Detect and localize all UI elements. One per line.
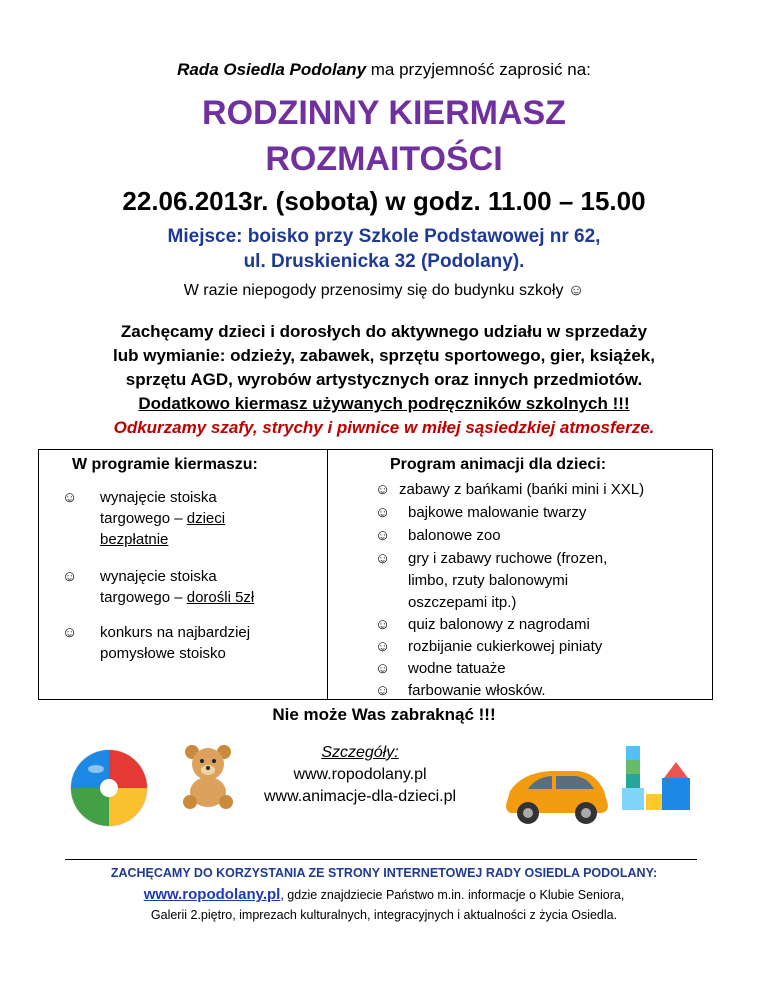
animation-item-text: quiz balonowy z nagrodami — [408, 616, 590, 633]
footer-text: , gdzie znajdziecie Państwo m.in. informacje o Klubie Seniora, — [280, 888, 625, 902]
footer-heading: ZACHĘCAMY DO KORZYSTANIA ZE STRONY INTERNETOWEJ RADY OSIEDLA PODOLANY: — [110, 866, 658, 880]
animation-item-text: wodne tatuaże — [408, 660, 506, 677]
organizer-name: Rada Osiedla Podolany — [177, 60, 367, 79]
animation-item-text: oszczepami itp.) — [408, 594, 517, 611]
footer-line — [0, 886, 768, 903]
textbooks-line: Dodatkowo kiermasz używanych podręczników szkolnych !!! — [138, 394, 630, 413]
animation-item-text: bajkowe malowanie twarzy — [408, 504, 587, 521]
animations-heading: Program animacji dla dzieci: — [390, 456, 607, 473]
invite-text: ma przyjemność zaprosić na: — [366, 60, 591, 79]
animation-item-text: gry i zabawy ruchowe (frozen, — [408, 550, 608, 567]
details-label: Szczegóły: — [321, 744, 399, 761]
event-date: 22.06.2013r. (sobota) w godz. 11.00 – 15.00 — [122, 186, 646, 216]
smiley-icon: ☺ — [62, 568, 78, 585]
program-item-text: konkurs na najbardziej pomysłowe stoisko — [100, 624, 251, 662]
footer-divider — [65, 859, 697, 860]
smiley-icon: ☺ — [375, 504, 391, 521]
footer-website-link[interactable]: www.ropodolany.pl — [143, 886, 281, 903]
event-place-line2: ul. Druskienicka 32 (Podolany). — [243, 251, 525, 272]
animation-item-text: balonowe zoo — [408, 527, 501, 544]
animation-item-text: zabawy z bańkami (bańki mini i XXL) — [399, 481, 645, 498]
program-item-text: wynajęcie stoiska targowego – dzieci bezpłatnie — [100, 489, 226, 548]
details-block — [240, 742, 480, 808]
website-link[interactable]: www.ropodolany.pl — [293, 766, 427, 783]
toy-blocks-icon — [618, 742, 698, 814]
smiley-icon: ☺ — [375, 481, 391, 498]
beach-ball-icon — [68, 747, 150, 829]
smiley-icon: ☺ — [375, 550, 391, 567]
animations-website-link[interactable]: www.animacje-dla-dzieci.pl — [263, 788, 457, 805]
intro-line: lub wymianie: odzieży, zabawek, sprzętu sportowego, gier, książek, — [113, 346, 655, 365]
invitation-line — [0, 60, 768, 80]
closing-line: Nie może Was zabraknąć !!! — [272, 705, 496, 724]
intro-line: Zachęcamy dzieci i dorosłych do aktywnego udziału w sprzedaży — [120, 322, 648, 341]
animation-item-text: limbo, rzuty balonowymi — [408, 572, 569, 589]
intro-paragraph — [0, 320, 768, 440]
toy-car-icon — [500, 765, 612, 827]
event-title-line1: RODZINNY KIERMASZ — [202, 94, 566, 132]
footer-line: Galerii 2.piętro, imprezach kulturalnych, integracyjnych i aktualności z życia Osiedla. — [150, 908, 618, 922]
smiley-icon: ☺ — [62, 489, 78, 506]
event-title-line2: ROZMAITOŚCI — [265, 140, 503, 178]
smiley-icon: ☺ — [62, 624, 78, 641]
animation-item-text: farbowanie włosków. — [408, 682, 546, 699]
atmosphere-line: Odkurzamy szafy, strychy i piwnice w miłej sąsiedzkiej atmosferze. — [113, 418, 655, 437]
program-divider — [327, 449, 328, 699]
program-heading: W programie kiermaszu: — [72, 456, 258, 473]
smiley-icon: ☺ — [375, 682, 391, 699]
program-item-text: wynajęcie stoiska targowego – dorośli 5zł — [100, 568, 255, 606]
event-place-line1: Miejsce: boisko przy Szkole Podstawowej nr 62, — [167, 226, 601, 247]
smiley-icon: ☺ — [375, 638, 391, 655]
animation-item-text: rozbijanie cukierkowej piniaty — [408, 638, 603, 655]
smiley-icon: ☺ — [375, 660, 391, 677]
smiley-icon: ☺ — [375, 616, 391, 633]
rain-note: W razie niepogody przenosimy się do budynku szkoły ☺ — [183, 282, 585, 299]
intro-line: sprzętu AGD, wyrobów artystycznych oraz innych przedmiotów. — [125, 370, 643, 389]
smiley-icon: ☺ — [375, 527, 391, 544]
teddy-bear-icon — [178, 742, 238, 810]
